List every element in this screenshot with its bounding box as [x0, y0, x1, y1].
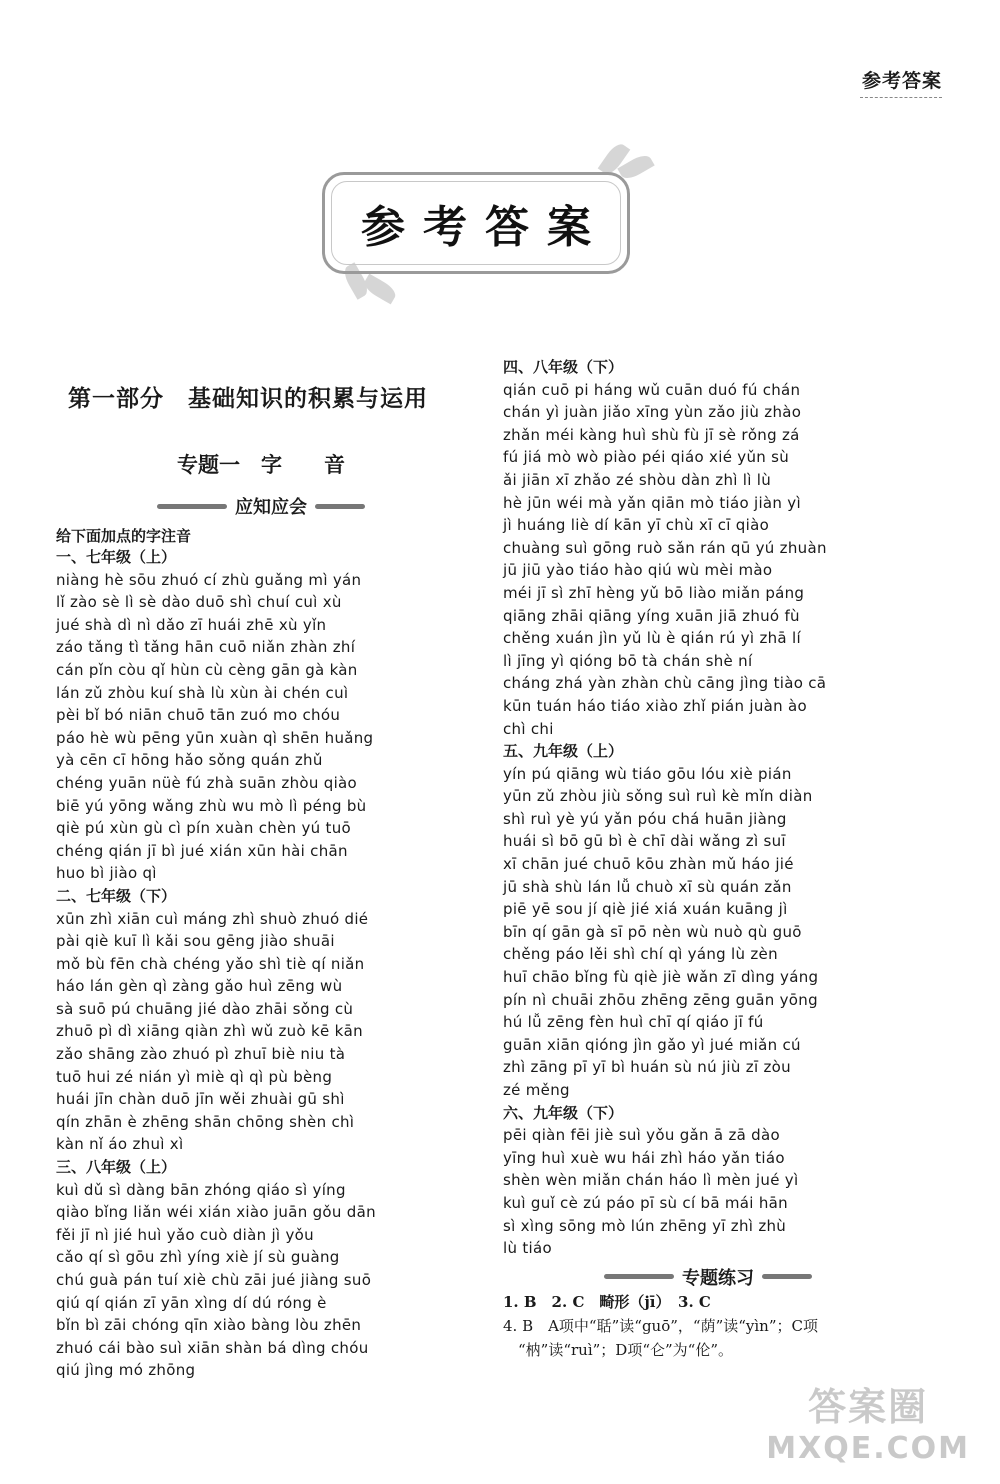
pinyin-line: cǎo qí sì gōu zhì yíng xiè jí sù guàng: [56, 1248, 340, 1267]
banner-bar-left: [157, 504, 227, 509]
left-column: [56, 356, 466, 1382]
pinyin-line: zhǎn méi kàng huì shù fù jī sè rǒng zá: [503, 425, 800, 444]
running-header-rule: [860, 97, 942, 98]
pinyin-line: kàn nǐ áo zhuì xì: [56, 1135, 184, 1154]
practice-banner: [503, 1264, 913, 1290]
pinyin-line: chéng yuān nüè fú zhà suān zhòu qiào: [56, 773, 358, 792]
pinyin-block: [56, 569, 466, 885]
pinyin-line: qiè pú xùn gù cì pín xuàn chèn yú tuō: [56, 819, 352, 838]
banner-bar-right: [315, 504, 365, 509]
pinyin-line: záo tǎng tì tǎng hān cuō niǎn zhàn zhí: [56, 638, 356, 657]
pinyin-line: fěi jī nì jié huì yǎo cuò diàn jì yǒu: [56, 1225, 314, 1244]
pinyin-line: jū shà shù lán lǚ chuò xī sù quán zǎn: [503, 877, 792, 896]
part-title: 第一部分 基础知识的积累与运用: [68, 385, 428, 412]
pinyin-line: qián cuō pi háng wǔ cuān duó fú chán: [503, 380, 801, 399]
answer-line: 1. B 2. C 畸形（jī） 3. C: [503, 1292, 711, 1311]
banner-bar-right: [762, 1274, 812, 1279]
main-title: 参考答案: [361, 202, 609, 253]
pinyin-line: lán zǔ zhòu kuí shà lù xùn ài chén cuì: [56, 683, 349, 702]
pinyin-line: háo lán gèn qì zàng gǎo huì zēng wù: [56, 977, 343, 996]
pinyin-line: bīn qí gān gà sī pō nèn wù nuò qù guō: [503, 922, 802, 941]
watermark-logo: 答案圈: [808, 1384, 929, 1429]
watermark-url: MXQE.COM: [766, 1431, 970, 1466]
pinyin-line: sì xìng sōng mò lún zhēng yī zhì zhù: [503, 1216, 787, 1235]
pinyin-line: sà suō pú chuāng jié dào zhāi sǒng cù: [56, 999, 354, 1018]
pinyin-line: bǐn bì zāi chóng qīn xiào bàng lòu zhēn: [56, 1316, 362, 1335]
pinyin-line: chì chi: [503, 719, 554, 738]
pinyin-line: cán pǐn còu qǐ hùn cù cèng gān gà kàn: [56, 660, 358, 679]
pinyin-line: pín nì chuāi zhōu zhēng zēng guān yōng: [503, 990, 818, 1009]
pinyin-line: hú lǚ zēng fèn huì chī qí qiáo jī fú: [503, 1013, 764, 1032]
pinyin-line: qiú qí qián zī yān xìng dí dú róng è: [56, 1293, 327, 1312]
pinyin-line: cháng zhá yàn zhàn chù cāng jìng tiào cā: [503, 674, 827, 693]
pinyin-line: kuì dǔ sì dàng bān zhóng qiáo sì yíng: [56, 1180, 346, 1199]
pinyin-line: jué shà dì nì dǎo zī huái zhē xù yǐn: [56, 615, 327, 634]
pinyin-block: [56, 908, 466, 1157]
instruction: 给下面加点的字注音: [56, 527, 192, 545]
pinyin-line: tuō hui zé nián yì miè qì qì pù bèng: [56, 1067, 333, 1086]
section-banner: [56, 493, 466, 519]
running-header-title: 参考答案: [861, 70, 942, 92]
leaf-ornament-icon: [361, 274, 398, 305]
grade-heading: 一、七年级（上）: [56, 548, 177, 566]
pinyin-line: zhuō pì dì xiāng qiàn zhì wǔ zuò kē kān: [56, 1022, 363, 1041]
pinyin-line: jì huáng liè dí kān yī chù xī cī qiào: [503, 516, 770, 535]
grade-heading: 五、九年级（上）: [503, 742, 624, 761]
pinyin-line: biē yú yōng wǎng zhù wu mò lì péng bù: [56, 796, 367, 815]
right-column: [503, 356, 913, 1362]
pinyin-line: pèi bǐ bó niān chuō tān zuó mo chóu: [56, 706, 341, 725]
pinyin-line: zé měng: [503, 1081, 570, 1099]
pinyin-line: xūn zhì xiān cuì máng zhì shuò zhuó dié: [56, 909, 369, 928]
pinyin-line: páo hè wù pēng yūn xuàn qì shēn huǎng: [56, 728, 374, 747]
pinyin-line: chuàng suì gōng ruò sǎn rán qū yú zhuàn: [503, 538, 827, 557]
pinyin-line: mǒ bù fēn chà chéng yǎo shì tiè qí niǎn: [56, 954, 365, 973]
grade-heading: 六、九年级（下）: [503, 1103, 624, 1122]
pinyin-line: qín zhān è zhēng shān chōng shèn chì: [56, 1112, 355, 1131]
grade-heading: 二、七年级（下）: [56, 886, 177, 905]
pinyin-line: zǎo shāng zào zhuó pì zhuī biè niu tà: [56, 1045, 346, 1064]
pinyin-line: fú jiá mò wò piào péi qiáo xié yǔn sù: [503, 448, 790, 467]
grade-heading: 四、八年级（下）: [503, 358, 624, 376]
pinyin-line: kūn tuán háo tiáo xiào zhǐ pián juàn ào: [503, 696, 808, 715]
pinyin-line: huo bì jiào qì: [56, 864, 157, 883]
grade-heading: 三、八年级（上）: [56, 1158, 177, 1177]
pinyin-line: huái jīn chàn duō jīn wěi zhuài gū shì: [56, 1090, 345, 1109]
pinyin-line: niàng hè sōu zhuó cí zhù guǎng mì yán: [56, 570, 362, 589]
pinyin-line: méi jī sì zhī hèng yǔ bō liào miǎn páng: [503, 583, 805, 602]
pinyin-line: ǎi jiān xī zhǎo zé shòu dàn zhì lì lù: [503, 470, 772, 489]
pinyin-line: shì ruì yè yú yǎn póu chá huān jiàng: [503, 809, 787, 828]
pinyin-line: hè jūn wéi mà yǎn qiān mò tiáo jiàn yì: [503, 493, 801, 512]
main-title-frame: [322, 172, 630, 274]
pinyin-line: zhuó cái bào suì xiān shàn bá dìng chóu: [56, 1338, 369, 1357]
pinyin-line: zhì zāng pī yī bì huán sù nú jiù zī zòu: [503, 1058, 791, 1077]
pinyin-line: guān xiān qióng jìn gǎo yì jué miǎn cú: [503, 1035, 801, 1054]
pinyin-line: pēi qiàn fēi jiè suì yǒu gǎn ā zā dào: [503, 1126, 780, 1145]
pinyin-block: [503, 1124, 913, 1260]
practice-label: 专题练习: [682, 1267, 754, 1289]
answer-block: [503, 1290, 913, 1362]
pinyin-line: piē yē sou jí qiè jié xiá xuán kuāng jì: [503, 900, 788, 919]
pinyin-line: chěng xuán jìn yǔ lù è qián rú yì zhā lí: [503, 629, 801, 648]
pinyin-block: [503, 763, 913, 1102]
pinyin-line: shèn wèn miǎn chán háo lì mèn jué yì: [503, 1171, 799, 1190]
pinyin-line: chán yì juàn jiǎo xīng yùn zǎo jiù zhào: [503, 403, 802, 422]
pinyin-line: lù tiáo: [503, 1239, 552, 1258]
pinyin-line: yín pú qiāng wù tiáo gōu lóu xiè pián: [503, 764, 792, 783]
pinyin-line: lǐ zào sè lì sè dào duō shì chuí cuì xù: [56, 593, 342, 612]
pinyin-line: yà cēn cī hōng hǎo sǒng quán zhǔ: [56, 751, 323, 770]
pinyin-line: chéng qián jī bì jué xián xūn hài chān: [56, 841, 348, 860]
pinyin-line: chěng páo lěi shì chí qì yáng lù zèn: [503, 945, 778, 964]
pinyin-line: yīng huì xuè wu hái zhì háo yǎn tiáo: [503, 1148, 785, 1167]
pinyin-line: pài qiè kuī lì kǎi sou gēng jiào shuāi: [56, 932, 335, 951]
pinyin-line: xī chān jué chuō kōu zhàn mǔ háo jié: [503, 855, 794, 874]
pinyin-line: huī chāo bǐng fù qiè jiè wǎn zī dìng yáng: [503, 968, 819, 987]
pinyin-line: qiú jìng mó zhōng: [56, 1361, 196, 1380]
pinyin-line: chú guà pán tuí xiè chù zāi jué jiàng suō: [56, 1271, 372, 1289]
answer-line: 4. B A项中“聒”读“guō”，“荫”读“yìn”；C项: [503, 1316, 818, 1335]
answer-line: “枘”读“ruì”；D项“仑”为“伦”。: [503, 1340, 734, 1359]
section-label: 应知应会: [235, 497, 307, 518]
pinyin-line: qiāng zhāi qiāng yíng xuān jiā zhuó fù: [503, 606, 800, 625]
topic-title: 专题一 字 音: [177, 452, 345, 477]
pinyin-block: [503, 379, 913, 741]
pinyin-line: yūn zǔ zhòu jiù sǒng suì ruì kè mǐn diàn: [503, 787, 813, 806]
pinyin-line: qiào bǐng liǎn wéi xián xiào juān gǒu dān: [56, 1203, 376, 1222]
watermark: [766, 1376, 970, 1466]
pinyin-line: huái sì bō gū bì è chī dài wǎng zì suī: [503, 832, 786, 851]
pinyin-block: [56, 1179, 466, 1382]
pinyin-line: lì jīng yì qióng bō tà chán shè ní: [503, 651, 753, 670]
running-header: [860, 66, 942, 98]
banner-bar-left: [604, 1274, 674, 1279]
pinyin-line: jū jiū yào tiáo hào qiú wù mèi mào: [503, 561, 773, 580]
pinyin-line: kuì guǐ cè zú páo pī sù cí bā mái hān: [503, 1193, 788, 1212]
